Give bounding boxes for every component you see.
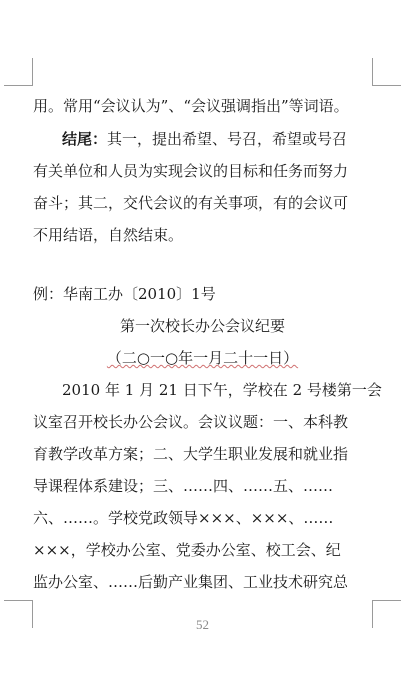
- crop-mark-top-right-v: [372, 58, 373, 86]
- month-char: 月: [139, 381, 155, 399]
- year-number: 2010: [62, 381, 101, 399]
- text-line: 六、……。学校党政领导×××、×××、……: [33, 509, 334, 527]
- building-text: 号楼第一会: [306, 381, 382, 399]
- year-char: 年: [104, 381, 120, 399]
- example-line: 例：华南工办〔2010〕1号: [33, 285, 216, 303]
- crop-mark-top-left-v: [32, 58, 33, 86]
- text-line: 不用结语，自然结束。: [33, 226, 184, 244]
- crop-mark-top-right-h: [372, 85, 401, 86]
- text-line: 监办公室、……后勤产业集团、工业技术研究总: [33, 573, 349, 591]
- ending-text: 其一，提出希望、号召，希望或号召: [107, 130, 348, 148]
- text-line: 用。常用“会议认为”、“会议强调指出”等词语。: [33, 97, 349, 115]
- meeting-title: 第一次校长办公会议纪要: [119, 317, 285, 335]
- meeting-date-text: （二○一○年一月二十一日）: [106, 349, 299, 367]
- crop-mark-bottom-right-h: [372, 600, 401, 601]
- meeting-date: [0, 348, 405, 368]
- text-line: [62, 380, 404, 400]
- month-number: 1: [124, 381, 135, 399]
- ending-label: 结尾：: [62, 130, 108, 148]
- text-line: ×××，学校办公室、党委办公室、校工会、纪: [33, 541, 341, 559]
- crop-mark-top-left-h: [4, 85, 33, 86]
- text-line: 育教学改革方案；二、大学生职业发展和就业指: [33, 445, 349, 463]
- day-number: 21: [158, 381, 178, 399]
- text-line: 议室召开校长办公会议。会议议题：一、本科教: [33, 413, 349, 431]
- crop-mark-bottom-left-h: [4, 600, 33, 601]
- text-line: [62, 129, 404, 149]
- page-number: 52: [196, 617, 209, 632]
- text-line: 有关单位和人员为实现会议的目标和任务而努力: [33, 162, 349, 180]
- building-number: 2: [292, 381, 303, 399]
- text-line: 导课程体系建设；三、……四、……五、……: [33, 477, 334, 495]
- text-line: 奋斗；其二，交代会议的有关事项，有的会议可: [33, 194, 349, 212]
- day-text: 日下午，学校在: [182, 381, 288, 399]
